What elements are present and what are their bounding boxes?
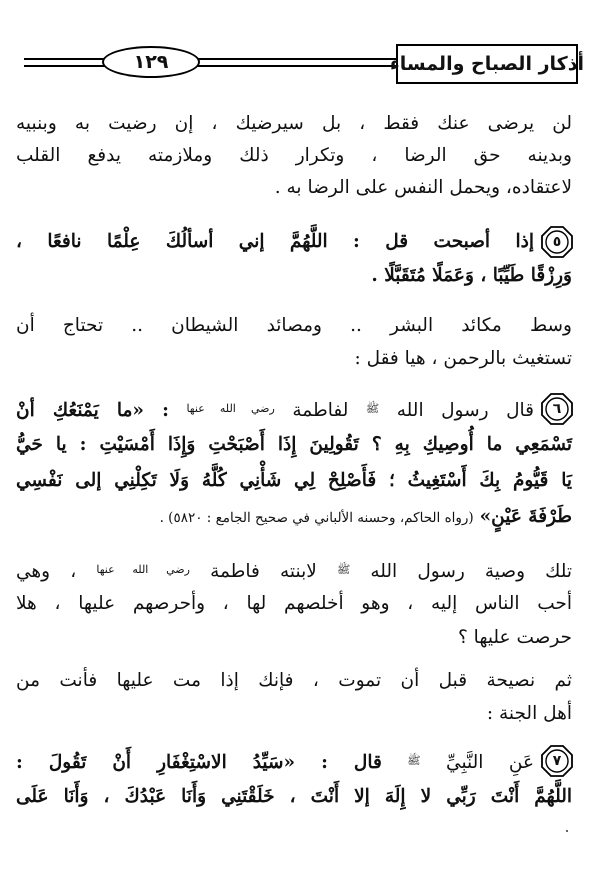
hadith-text: قال : «سَيِّدُ الاسْتِغْفَارِ أَنْ تَقُولَ :: [16, 752, 382, 773]
citation: (رواه الحاكم، وحسنه الألباني في صحيح الجامع : ٥٨٢٠) .: [159, 510, 474, 526]
text-line: تستغيث بالرحمن ، هيا فقل :: [354, 348, 572, 369]
text-span: تلك وصية رسول الله: [370, 561, 573, 582]
item-number-badge: [540, 225, 574, 259]
fatima-honorific: رضي الله عنها: [186, 402, 275, 415]
text-span: ، وهي: [16, 561, 77, 582]
text-span: لابنته فاطمة: [210, 561, 317, 582]
text-line: أهل الجنة :: [486, 703, 572, 724]
hadith-line: [16, 503, 572, 531]
text-line: حرصت عليها ؟: [457, 627, 572, 648]
hadith-text: طَرْفَةَ عَيْنٍ»: [479, 506, 572, 527]
prophet-honorific: ﷺ: [407, 754, 421, 767]
running-title: أذكار الصباح والمساء: [396, 44, 578, 84]
hadith-line: اللَّهُمَّ أَنْتَ رَبِّي لا إِلَهَ إلا أَنْتَ ، خَلَقْتَنِي وَأَنَا عَبْدُكَ ، وَأَنَا عَلَى: [16, 786, 572, 807]
hadith-intro: عَنِ النَّبِيِّ: [446, 752, 534, 773]
item-number-badge: [540, 392, 574, 426]
text-line: أحب الناس إليه ، وهو أخلصهم لها ، وأحرصهم عليها ، هلا: [16, 593, 572, 614]
text-line: وسط مكائد البشر .. ومصائد الشيطان .. تحتاج أن: [16, 315, 572, 336]
text-line: لن يرضى عنك فقط ، بل سيرضيك ، إن رضيت به وبنبيه: [16, 113, 572, 134]
fatima-honorific: رضي الله عنها: [96, 563, 190, 576]
item-number: ٥: [552, 234, 562, 250]
print-speck: [566, 830, 568, 832]
prophet-honorific: ﷺ: [365, 402, 380, 415]
text-line: لاعتقاده، ويحمل النفس على الرضا به .: [274, 177, 572, 198]
hadith-intro: قال رسول الله: [396, 400, 535, 421]
dua-line: إذا أصبحت قل : اللَّهُمَّ إني أسألُكَ عِلْمًا نافعًا ،: [16, 231, 534, 252]
text-line: وبدينه حق الرضا ، وتكرار ذلك وملازمته يدفع القلب: [16, 145, 572, 166]
page-number: ١٢٩: [102, 46, 200, 78]
hadith-line: تَسْمَعِي ما أُوصِيكِ بِهِ ؟ تَقُولِينَ إِذَا أَصْبَحْتِ وَإِذَا أَمْسَيْتِ : يا حَيُّ: [16, 434, 572, 455]
hadith-text: : «ما يَمْنَعُكِ أنْ: [16, 400, 169, 421]
text-line: ثم نصيحة قبل أن تموت ، فإنك إذا مت عليها فأنت من: [16, 670, 572, 691]
text-line: [16, 556, 572, 584]
hadith-line: يَا قَيُّومُ بِكَ أَسْتَغِيثُ ؛ فَأَصْلِحْ لِي شَأْنِي كُلَّهُ وَلَا تَكِلْنِي إلى نَفْسِي: [16, 470, 572, 491]
hadith-line: [16, 395, 534, 423]
hadith-recipient: لفاطمة: [292, 400, 349, 421]
item-number-badge: [540, 744, 574, 778]
item-number: ٦: [552, 401, 562, 417]
dua-line: وَرِزْقًا طَيِّبًا ، وَعَمَلًا مُتَقَبَّلًا .: [371, 265, 572, 286]
item-number: ٧: [552, 753, 562, 769]
prophet-honorific: ﷺ: [336, 563, 351, 576]
hadith-line: [16, 747, 534, 775]
